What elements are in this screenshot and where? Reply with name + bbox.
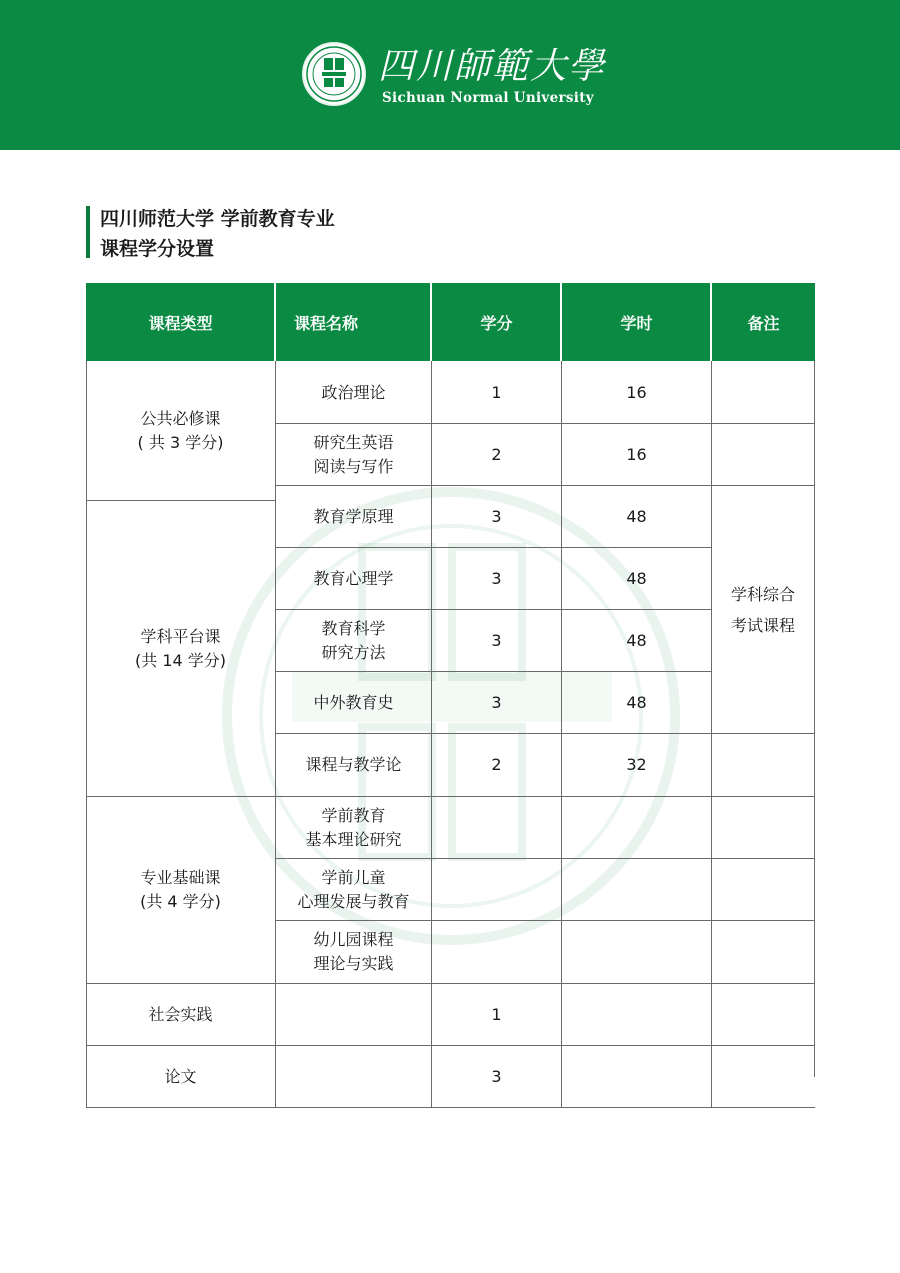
- title-line-1: 四川师范大学 学前教育专业: [100, 208, 335, 230]
- credits-cell: 3: [491, 568, 502, 588]
- header-category: 课程类型: [86, 283, 275, 361]
- header-notes: 备注: [712, 283, 815, 361]
- hours-cell: 48: [626, 506, 647, 526]
- course-name-cell: 学前教育 基本理论研究: [305, 805, 402, 849]
- hours-cell: 16: [626, 382, 647, 402]
- credits-cell: 3: [491, 692, 502, 712]
- credits-cell: 3: [491, 506, 502, 526]
- group-discipline-platform: [86, 501, 275, 796]
- group-label: 社会实践: [148, 1004, 213, 1024]
- brand-english-name: Sichuan Normal University: [382, 90, 594, 106]
- credits-cell: 1: [491, 1004, 502, 1024]
- university-logo: [302, 42, 612, 112]
- group-public-required: [86, 362, 275, 500]
- header-banner: [0, 0, 900, 150]
- university-seal-icon: [302, 42, 366, 106]
- hours-cell: 32: [626, 755, 647, 774]
- group-label: 专业基础课: [140, 868, 221, 887]
- group-label: 公共必修课: [140, 409, 221, 428]
- title-accent-bar: [86, 206, 90, 258]
- credits-cell: 2: [491, 444, 502, 464]
- hours-cell: 48: [626, 630, 647, 650]
- course-name-cell: 教育科学 研究方法: [321, 618, 386, 662]
- credits-cell: 3: [491, 1066, 502, 1086]
- header-hours: 学时: [562, 283, 711, 361]
- group-credit-note: (共 14 学分): [134, 650, 227, 670]
- hours-cell: 48: [626, 692, 647, 712]
- course-name-cell: 政治理论: [321, 382, 386, 402]
- group-credit-note: (共 4 学分): [140, 892, 221, 911]
- title-line-2: 课程学分设置: [100, 238, 215, 260]
- group-label: 学科平台课: [140, 626, 221, 646]
- course-name-cell: 研究生英语 阅读与写作: [313, 432, 394, 476]
- hours-cell: 16: [626, 444, 647, 464]
- course-name-cell: 教育学原理: [313, 506, 394, 526]
- credits-cell: 3: [491, 630, 502, 650]
- group-label: 论文: [164, 1066, 197, 1086]
- course-credit-table: [86, 283, 815, 1108]
- course-name-cell: 中外教育史: [313, 692, 394, 712]
- header-course-name: 课程名称: [276, 283, 431, 361]
- course-name-cell: 学前儿童 心理发展与教育: [297, 867, 410, 911]
- group-credit-note: ( 共 3 学分): [137, 433, 224, 452]
- hours-cell: 48: [626, 568, 647, 588]
- notes-merged-cell: 学科综合 考试课程: [730, 584, 795, 635]
- group-thesis: [86, 1046, 275, 1107]
- group-professional-foundation: [86, 797, 275, 983]
- credits-cell: 1: [491, 382, 502, 402]
- credits-cell: 2: [491, 755, 502, 774]
- header-credits: 学分: [432, 283, 561, 361]
- group-social-practice: [86, 984, 275, 1045]
- brand-chinese-name: 四川師範大學: [378, 46, 607, 87]
- course-name-cell: 幼儿园课程 理论与实践: [313, 930, 394, 973]
- course-name-cell: 课程与教学论: [305, 755, 402, 774]
- course-name-cell: 教育心理学: [313, 568, 394, 588]
